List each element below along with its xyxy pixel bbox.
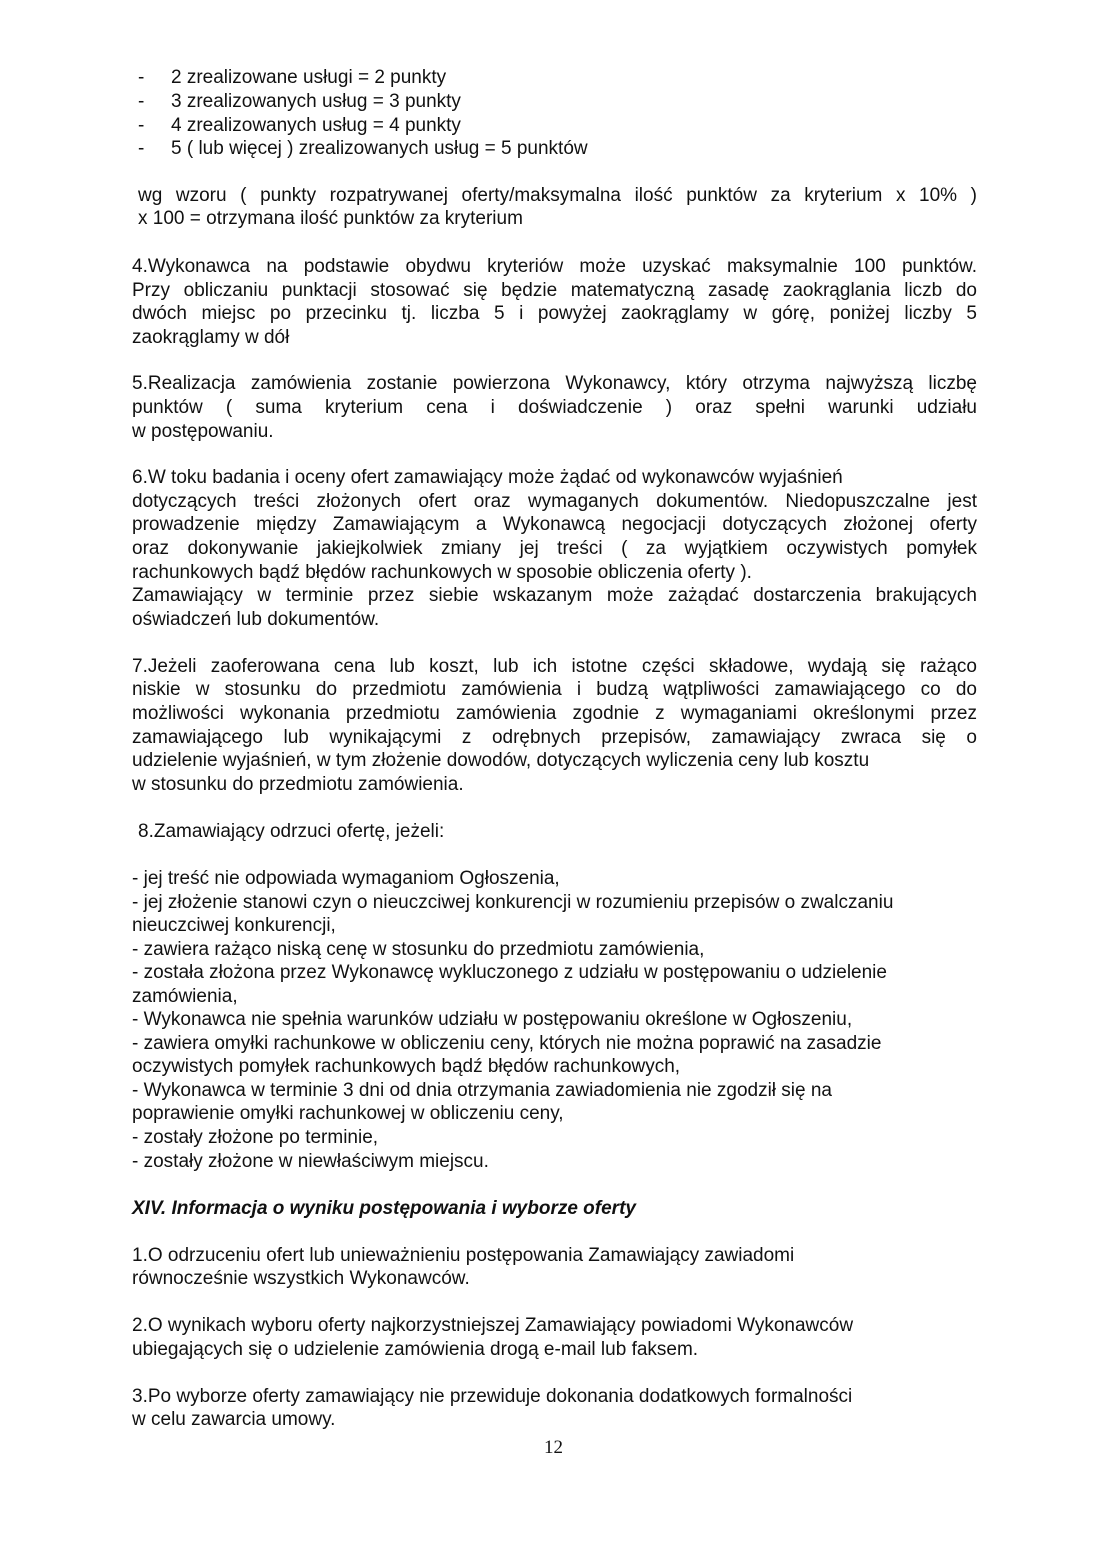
text-line: Przy obliczaniu punktacji stosować się będzie matematyczną zasadę zaokrąglania liczb do	[132, 280, 977, 301]
list-item: poprawienie omyłki rachunkowej w obliczeniu ceny,	[132, 1103, 564, 1124]
list-dash: -	[138, 91, 145, 112]
text-line: w stosunku do przedmiotu zamówienia.	[132, 774, 464, 795]
section-heading: XIV. Informacja o wyniku postępowania i wyborze oferty	[132, 1198, 636, 1219]
list-item: - została złożona przez Wykonawcę wykluczonego z udziału w postępowaniu o udzielenie	[132, 962, 887, 983]
text-line: udzielenie wyjaśnień, w tym złożenie dowodów, dotyczących wyliczenia ceny lub kosztu	[132, 750, 870, 771]
text-line: 6.W toku badania i oceny ofert zamawiający może żądać od wykonawców wyjaśnień	[132, 467, 843, 488]
text-line: oraz dokonywanie jakiejkolwiek zmiany jej treści ( za wyjątkiem oczywistych pomyłek	[132, 538, 977, 559]
list-item: 4 zrealizowanych usług = 4 punkty	[171, 115, 461, 136]
text-line: 1.O odrzuceniu ofert lub unieważnieniu postępowania Zamawiający zawiadomi	[132, 1245, 795, 1266]
text-line: 4.Wykonawca na podstawie obydwu kryteriów może uzyskać maksymalnie 100 punktów.	[132, 256, 977, 277]
text-line: 5.Realizacja zamówienia zostanie powierzona Wykonawcy, który otrzyma najwyższą liczbę	[132, 373, 977, 394]
text-line: punktów ( suma kryterium cena i doświadczenie ) oraz spełni warunki udziału	[132, 397, 977, 418]
list-item: - zawiera omyłki rachunkowe w obliczeniu ceny, których nie można poprawić na zasadzie	[132, 1033, 882, 1054]
text-line: równocześnie wszystkich Wykonawców.	[132, 1268, 470, 1289]
text-line: zaokrąglamy w dół	[132, 327, 290, 348]
text-line: 8.Zamawiający odrzuci ofertę, jeżeli:	[138, 821, 445, 842]
text-line: oświadczeń lub dokumentów.	[132, 609, 380, 630]
list-item: 5 ( lub więcej ) zrealizowanych usług = 5 punktów	[171, 138, 588, 159]
text-line: niskie w stosunku do przedmiotu zamówienia i budzą wątpliwości zamawiającego co do	[132, 679, 977, 700]
page-number: 12	[544, 1437, 563, 1458]
list-item: - jej treść nie odpowiada wymaganiom Ogłoszenia,	[132, 868, 560, 889]
text-line: rachunkowych bądź błędów rachunkowych w sposobie obliczenia oferty ).	[132, 562, 752, 583]
text-line: możliwości wykonania przedmiotu zamówienia zgodnie z wymaganiami określonymi przez	[132, 703, 977, 724]
list-item: - zostały złożone po terminie,	[132, 1127, 379, 1148]
text-line: 2.O wynikach wyboru oferty najkorzystniejszej Zamawiający powiadomi Wykonawców	[132, 1315, 854, 1336]
text-line: wg wzoru ( punkty rozpatrywanej oferty/maksymalna ilość punktów za kryterium x 10% )	[138, 185, 977, 206]
text-line: dwóch miejsc po przecinku tj. liczba 5 i powyżej zaokrąglamy w górę, poniżej liczby 5	[132, 303, 977, 324]
text-line: w postępowaniu.	[132, 421, 274, 442]
text-line: Zamawiający w terminie przez siebie wskazanym może zażądać dostarczenia brakujących	[132, 585, 977, 606]
list-item: - jej złożenie stanowi czyn o nieuczciwej konkurencji w rozumieniu przepisów o zwalczaniu	[132, 892, 894, 913]
list-item: 3 zrealizowanych usług = 3 punkty	[171, 91, 461, 112]
list-item: oczywistych pomyłek rachunkowych bądź błędów rachunkowych,	[132, 1056, 681, 1077]
list-item: - Wykonawca nie spełnia warunków udziału w postępowaniu określone w Ogłoszeniu,	[132, 1009, 853, 1030]
text-line: x 100 = otrzymana ilość punktów za kryterium	[138, 208, 523, 229]
text-line: zamawiającego lub wynikającymi z odrębnych przepisów, zamawiający zwraca się o	[132, 727, 977, 748]
list-item: - zawiera rażąco niską cenę w stosunku do przedmiotu zamówienia,	[132, 939, 705, 960]
list-item: - zostały złożone w niewłaściwym miejscu.	[132, 1151, 489, 1172]
text-line: dotyczących treści złożonych ofert oraz wymaganych dokumentów. Niedopuszczalne jest	[132, 491, 977, 512]
list-dash: -	[138, 115, 145, 136]
list-item: - Wykonawca w terminie 3 dni od dnia otrzymania zawiadomienia nie zgodził się na	[132, 1080, 833, 1101]
text-line: 3.Po wyborze oferty zamawiający nie przewiduje dokonania dodatkowych formalności	[132, 1386, 853, 1407]
list-item: nieuczciwej konkurencji,	[132, 915, 336, 936]
list-item: 2 zrealizowane usługi = 2 punkty	[171, 67, 447, 88]
text-line: 7.Jeżeli zaoferowana cena lub koszt, lub ich istotne części składowe, wydają się rażąco	[132, 656, 977, 677]
text-line: prowadzenie między Zamawiającym a Wykonawcą negocjacji dotyczących złożonej oferty	[132, 514, 977, 535]
text-line: w celu zawarcia umowy.	[132, 1409, 336, 1430]
text-line: ubiegających się o udzielenie zamówienia drogą e-mail lub faksem.	[132, 1339, 699, 1360]
list-dash: -	[138, 138, 145, 159]
list-dash: -	[138, 67, 145, 88]
list-item: zamówienia,	[132, 986, 238, 1007]
